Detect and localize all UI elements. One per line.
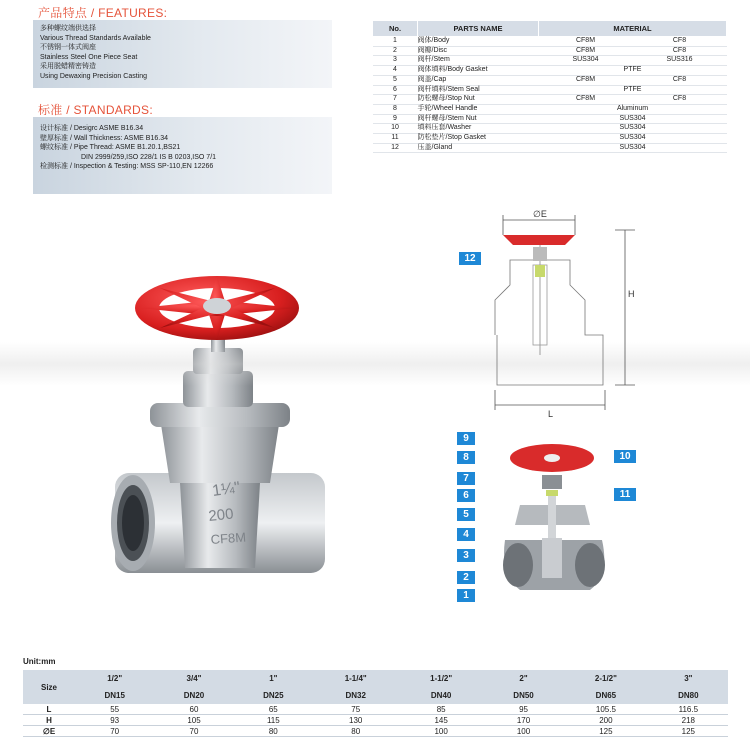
size-table xyxy=(23,670,728,737)
parts-material: Aluminum xyxy=(539,104,727,114)
size-value: 125 xyxy=(649,726,728,737)
parts-material: SUS304 xyxy=(539,124,727,134)
size-value: 80 xyxy=(234,726,313,737)
gate-valve-photo xyxy=(95,268,345,598)
parts-name: 防松垫片/Stop Gasket xyxy=(418,134,539,144)
dimension-e-label: ∅E xyxy=(533,209,547,219)
valve-material-mark: CF8M xyxy=(210,529,247,547)
parts-material: PTFE xyxy=(539,66,727,76)
parts-header-name: PARTS NAME xyxy=(418,21,539,37)
parts-name: 阀盖/Cap xyxy=(418,75,539,85)
parts-material: PTFE xyxy=(539,85,727,95)
features-line: Using Dewaxing Precision Casting xyxy=(40,72,147,80)
size-value: 100 xyxy=(484,726,563,737)
size-value: 55 xyxy=(75,704,154,715)
callout-3: 3 xyxy=(457,549,475,562)
parts-no: 8 xyxy=(373,104,418,114)
features-line: Stainless Steel One Piece Seat xyxy=(40,53,138,61)
size-dn: DN20 xyxy=(154,687,233,704)
size-row-label: H xyxy=(23,715,75,726)
size-inch: 2-1/2" xyxy=(563,670,648,687)
features-line: 采用脱蜡精密铸造 xyxy=(40,63,96,70)
parts-row xyxy=(373,114,727,124)
size-value: 75 xyxy=(313,704,398,715)
size-value: 70 xyxy=(75,726,154,737)
parts-material-1: SUS304 xyxy=(539,56,633,66)
parts-name: 压盖/Gland xyxy=(418,143,539,153)
parts-material-1: CF8M xyxy=(539,95,633,105)
parts-no: 3 xyxy=(373,56,418,66)
parts-no: 11 xyxy=(373,134,418,144)
parts-material-2: CF8 xyxy=(633,37,727,47)
size-inch: 2" xyxy=(484,670,563,687)
size-row-label: L xyxy=(23,704,75,715)
parts-name: 阀杆/Stem xyxy=(418,56,539,66)
parts-name: 阀杆螺母/Stem Nut xyxy=(418,114,539,124)
size-value: 80 xyxy=(313,726,398,737)
parts-no: 9 xyxy=(373,114,418,124)
valve-pressure-mark: 200 xyxy=(207,505,235,525)
size-value: 65 xyxy=(234,704,313,715)
size-value: 105 xyxy=(154,715,233,726)
parts-row xyxy=(373,124,727,134)
parts-material-2: SUS316 xyxy=(633,56,727,66)
parts-name: 防松螺母/Stop Nut xyxy=(418,95,539,105)
unit-label: Unit:mm xyxy=(23,657,56,666)
size-value: 145 xyxy=(398,715,483,726)
parts-no: 4 xyxy=(373,66,418,76)
size-dn: DN15 xyxy=(75,687,154,704)
callout-8: 8 xyxy=(457,451,475,464)
size-value: 125 xyxy=(563,726,648,737)
callout-12: 12 xyxy=(459,252,481,265)
size-row-label: ∅E xyxy=(23,726,75,737)
parts-name: 阀体填料/Body Gasket xyxy=(418,66,539,76)
size-dn: DN40 xyxy=(398,687,483,704)
size-label: Size xyxy=(23,670,75,704)
parts-row xyxy=(373,37,727,47)
parts-table xyxy=(372,20,727,153)
parts-no: 10 xyxy=(373,124,418,134)
size-dn: DN65 xyxy=(563,687,648,704)
callout-6: 6 xyxy=(457,489,475,502)
callout-9: 9 xyxy=(457,432,475,445)
size-inch: 1-1/2" xyxy=(398,670,483,687)
parts-no: 6 xyxy=(373,85,418,95)
size-inch: 1-1/4" xyxy=(313,670,398,687)
callout-5: 5 xyxy=(457,508,475,521)
size-inch: 3/4" xyxy=(154,670,233,687)
size-value: 93 xyxy=(75,715,154,726)
parts-no: 2 xyxy=(373,46,418,56)
size-value: 95 xyxy=(484,704,563,715)
parts-row xyxy=(373,56,727,66)
size-dn: DN80 xyxy=(649,687,728,704)
parts-row xyxy=(373,104,727,114)
parts-row xyxy=(373,46,727,56)
size-value: 70 xyxy=(154,726,233,737)
size-value: 85 xyxy=(398,704,483,715)
parts-no: 7 xyxy=(373,95,418,105)
parts-row xyxy=(373,95,727,105)
size-inch: 1" xyxy=(234,670,313,687)
size-value: 100 xyxy=(398,726,483,737)
callout-7: 7 xyxy=(457,472,475,485)
dimension-h-label: H xyxy=(628,289,635,299)
parts-material: SUS304 xyxy=(539,114,727,124)
parts-row xyxy=(373,85,727,95)
dimension-drawing xyxy=(445,205,665,420)
parts-name: 阀体/Body xyxy=(418,37,539,47)
parts-header-material: MATERIAL xyxy=(539,21,727,37)
callout-11: 11 xyxy=(614,488,636,501)
parts-name: 阀瓣/Disc xyxy=(418,46,539,56)
parts-name: 填料压套/Washer xyxy=(418,124,539,134)
parts-name: 手轮/Wheel Handle xyxy=(418,104,539,114)
parts-no: 1 xyxy=(373,37,418,47)
parts-no: 5 xyxy=(373,75,418,85)
size-dn: DN50 xyxy=(484,687,563,704)
parts-material-2: CF8 xyxy=(633,46,727,56)
parts-material: SUS304 xyxy=(539,143,727,153)
size-value: 116.5 xyxy=(649,704,728,715)
size-value: 170 xyxy=(484,715,563,726)
callout-1: 1 xyxy=(457,589,475,602)
parts-row xyxy=(373,66,727,76)
size-inch: 3" xyxy=(649,670,728,687)
callout-4: 4 xyxy=(457,528,475,541)
size-value: 218 xyxy=(649,715,728,726)
valve-size-mark: 1¼" xyxy=(211,479,242,500)
parts-row xyxy=(373,75,727,85)
size-value: 60 xyxy=(154,704,233,715)
standards-title: 标准 / STANDARDS: xyxy=(38,103,153,117)
callout-10: 10 xyxy=(614,450,636,463)
features-line: Various Thread Standards Available xyxy=(40,34,151,42)
size-value: 130 xyxy=(313,715,398,726)
parts-material-1: CF8M xyxy=(539,46,633,56)
parts-row xyxy=(373,134,727,144)
standards-panel xyxy=(33,117,332,194)
parts-row xyxy=(373,143,727,153)
size-inch: 1/2" xyxy=(75,670,154,687)
size-dn: DN32 xyxy=(313,687,398,704)
parts-header-no: No. xyxy=(373,21,418,37)
standards-line: 检测标准 / Inspection & Testing: MSS SP-110,EN 12266 xyxy=(40,163,214,170)
callout-2: 2 xyxy=(457,571,475,584)
parts-material-2: CF8 xyxy=(633,75,727,85)
features-panel xyxy=(33,20,332,88)
cutaway-drawing xyxy=(480,430,630,610)
standards-line: 设计标准 / Desigrc ASME B16.34 xyxy=(40,125,144,132)
features-title: 产品特点 / FEATURES: xyxy=(38,6,168,20)
size-value: 105.5 xyxy=(563,704,648,715)
standards-line: DIN 2999/259,ISO 228/1 IS B 0203,ISO 7/1 xyxy=(81,153,217,161)
standards-line: 壁厚标准 / Wall Thickness: ASME B16.34 xyxy=(40,134,168,142)
size-dn: DN25 xyxy=(234,687,313,704)
parts-no: 12 xyxy=(373,143,418,153)
size-row xyxy=(23,704,728,715)
size-value: 115 xyxy=(234,715,313,726)
parts-material-2: CF8 xyxy=(633,95,727,105)
size-row xyxy=(23,726,728,737)
features-line: 不锈钢一体式阀座 xyxy=(40,44,96,51)
size-value: 200 xyxy=(563,715,648,726)
dimension-l-label: L xyxy=(548,409,554,419)
parts-header-row xyxy=(373,21,727,37)
features-line: 多种螺纹端供选择 xyxy=(40,25,96,32)
standards-line: 螺纹标准 / Pipe Thread: ASME B1.20.1,BS21 xyxy=(40,144,181,151)
parts-material: SUS304 xyxy=(539,134,727,144)
parts-material-1: CF8M xyxy=(539,75,633,85)
parts-material-1: CF8M xyxy=(539,37,633,47)
size-row xyxy=(23,715,728,726)
parts-name: 阀杆填料/Stem Seal xyxy=(418,85,539,95)
